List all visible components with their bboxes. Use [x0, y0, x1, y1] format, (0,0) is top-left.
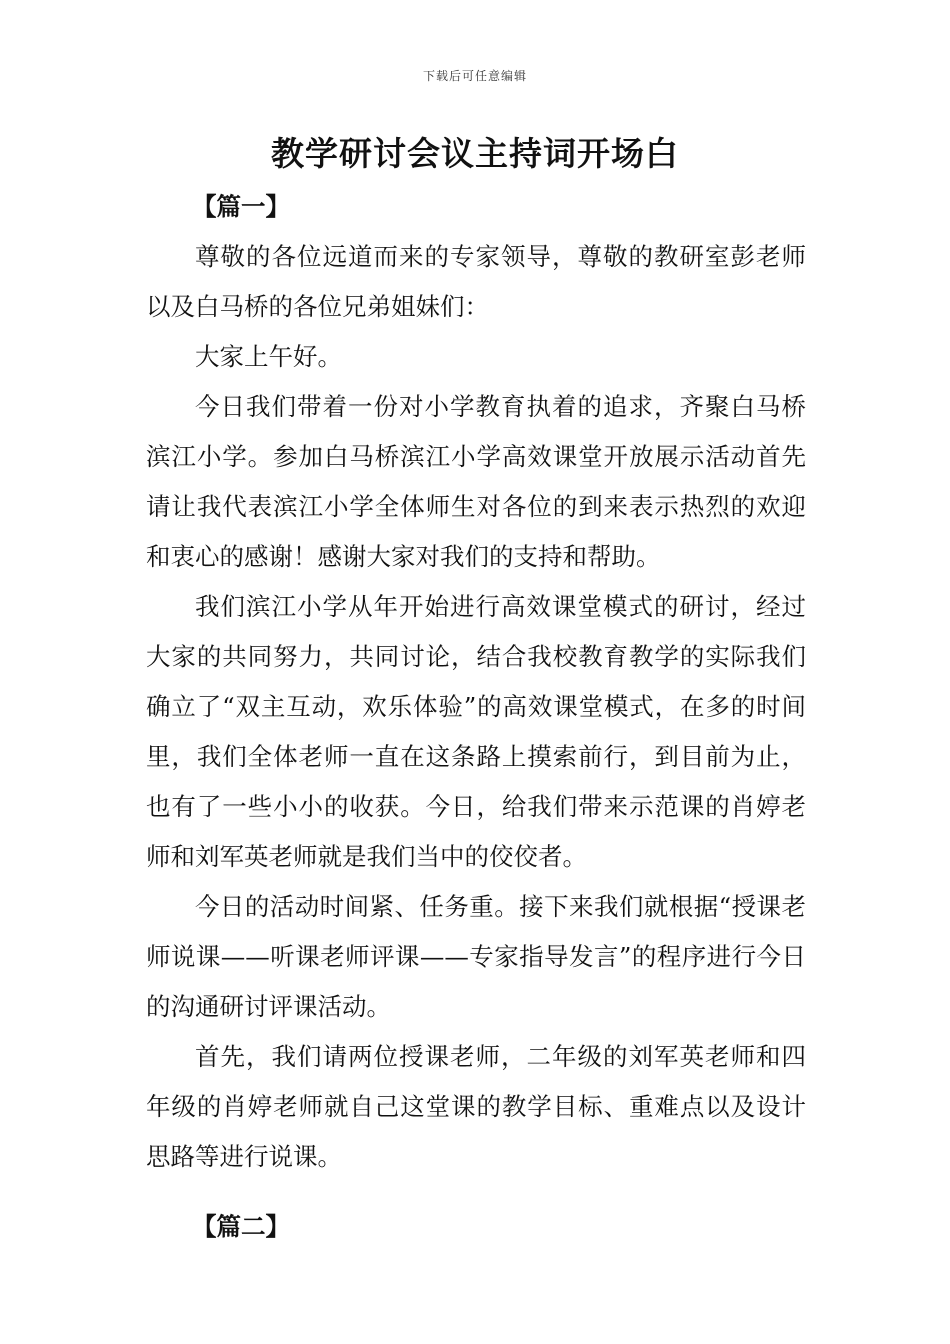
section-heading-1: 【篇一】 — [192, 192, 290, 221]
paragraph: 尊敬的各位远道而来的专家领导，尊敬的教研室彭老师以及白马桥的各位兄弟姐妹们： — [146, 242, 806, 321]
header-note: 下载后可任意编辑 — [422, 69, 527, 83]
paragraph: 今日我们带着一份对小学教育执着的追求，齐聚白马桥滨江小学。参加白马桥滨江小学高效课堂开放展示活动首先请让我代表滨江小学全体师生对各位的到来表示热烈的欢迎和衷心的感谢！感谢大家对我们的支持和帮助。 — [146, 392, 806, 571]
paragraph: 大家上午好。 — [195, 342, 342, 371]
paragraph: 首先，我们请两位授课老师，二年级的刘军英老师和四年级的肖婷老师就自己这堂课的教学目标、重难点以及设计思路等进行说课。 — [146, 1042, 806, 1171]
document-body — [146, 182, 806, 1252]
section-heading-2: 【篇二】 — [192, 1212, 290, 1241]
document-title: 教学研讨会议主持词开场白 — [271, 134, 679, 173]
paragraph: 我们滨江小学从年开始进行高效课堂模式的研讨，经过大家的共同努力，共同讨论，结合我校教育教学的实际我们确立了“双主互动，欢乐体验”的高效课堂模式，在多的时间里，我们全体老师一直在这条路上摸索前行，到目前为止，也有了一些小小的收获。今日，给我们带来示范课的肖婷老师和刘军英老师就是我们当中的佼佼者。 — [146, 592, 806, 871]
paragraph: 今日的活动时间紧、任务重。接下来我们就根据“授课老师说课——听课老师评课——专家指导发言”的程序进行今日的沟通研讨评课活动。 — [146, 892, 806, 1021]
